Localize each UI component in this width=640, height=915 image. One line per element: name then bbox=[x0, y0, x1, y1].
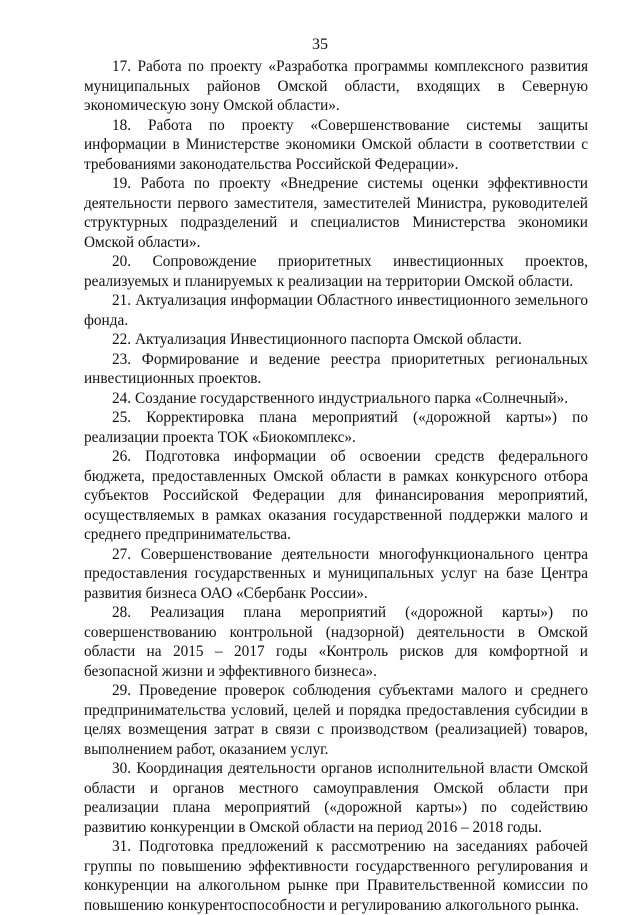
list-item: 27. Совершенствование деятельности многофункционального центра предоставления государственных и муниципальных услуг на базе Центра развития бизнеса ОАО «Сбербанк России». bbox=[84, 545, 588, 602]
list-item: 26. Подготовка информации об освоении средств федерального бюджета, предоставленных Омской области в рамках конкурсного отбора субъектов Российской Федерации для финансирования мероприятий, осуществляемых в рамках оказания государственной поддержки малого и среднего предпринимательства. bbox=[84, 448, 588, 543]
list-item: 29. Проведение проверок соблюдения субъектами малого и среднего предпринимательства условий, целей и порядка предоставления субсидии в целях возмещения затрат в связи с производством (реализацией) товаров, выполнением работ, оказанием услуг. bbox=[84, 682, 588, 758]
list-item: 20. Сопровождение приоритетных инвестиционных проектов, реализуемых и планируемых к реализации на территории Омской области. bbox=[84, 253, 588, 290]
list-item: 17. Работа по проекту «Разработка программы комплексного развития муниципальных районов Омской области, входящих в Северную экономическую зону Омской области». bbox=[84, 58, 588, 114]
list-item: 18. Работа по проекту «Совершенствование системы защиты информации в Министерстве экономики Омской области в соответствии с требованиями законодательства Российской Федерации». bbox=[84, 116, 588, 173]
list-item: 19. Работа по проекту «Внедрение системы оценки эффективности деятельности первого заместителя, заместителей Министра, руководителей структурных подразделений и специалистов Министерства экономики Омской области». bbox=[84, 175, 588, 251]
list-item: 21. Актуализация информации Областного инвестиционного земельного фонда. bbox=[84, 292, 588, 329]
list-item: 28. Реализация плана мероприятий («дорожной карты») по совершенствованию контрольной (надзорной) деятельности в Омской области на 2015 – 2017 годы «Контроль рисков для комфортной и безопасной жизни и эффективного бизнеса». bbox=[84, 604, 588, 680]
item-list bbox=[84, 57, 588, 915]
list-item: 23. Формирование и ведение реестра приоритетных региональных инвестиционных проектов. bbox=[84, 350, 588, 387]
page-number: 35 bbox=[312, 36, 328, 53]
list-item: 22. Актуализация Инвестиционного паспорта Омской области. bbox=[112, 331, 522, 348]
list-item: 24. Создание государственного индустриального парка «Солнечный». bbox=[112, 389, 569, 407]
list-item: 30. Координация деятельности органов исполнительной власти Омской области и органов местного самоуправления Омской области при реализации плана мероприятий («дорожной карты») по содействию развитию конкуренции в Омской области на период 2016 – 2018 годы. bbox=[84, 760, 588, 836]
list-item: 25. Корректировка плана мероприятий («дорожной карты») по реализации проекта ТОК «Биокомплекс». bbox=[84, 409, 588, 446]
list-item: 31. Подготовка предложений к рассмотрению на заседаниях рабочей группы по повышению эффективности государственного регулирования и конкуренции на алкогольном рынке при Правительственной комиссии по повышению конкурентоспособности и регулированию алкогольного рынка. bbox=[84, 838, 588, 914]
